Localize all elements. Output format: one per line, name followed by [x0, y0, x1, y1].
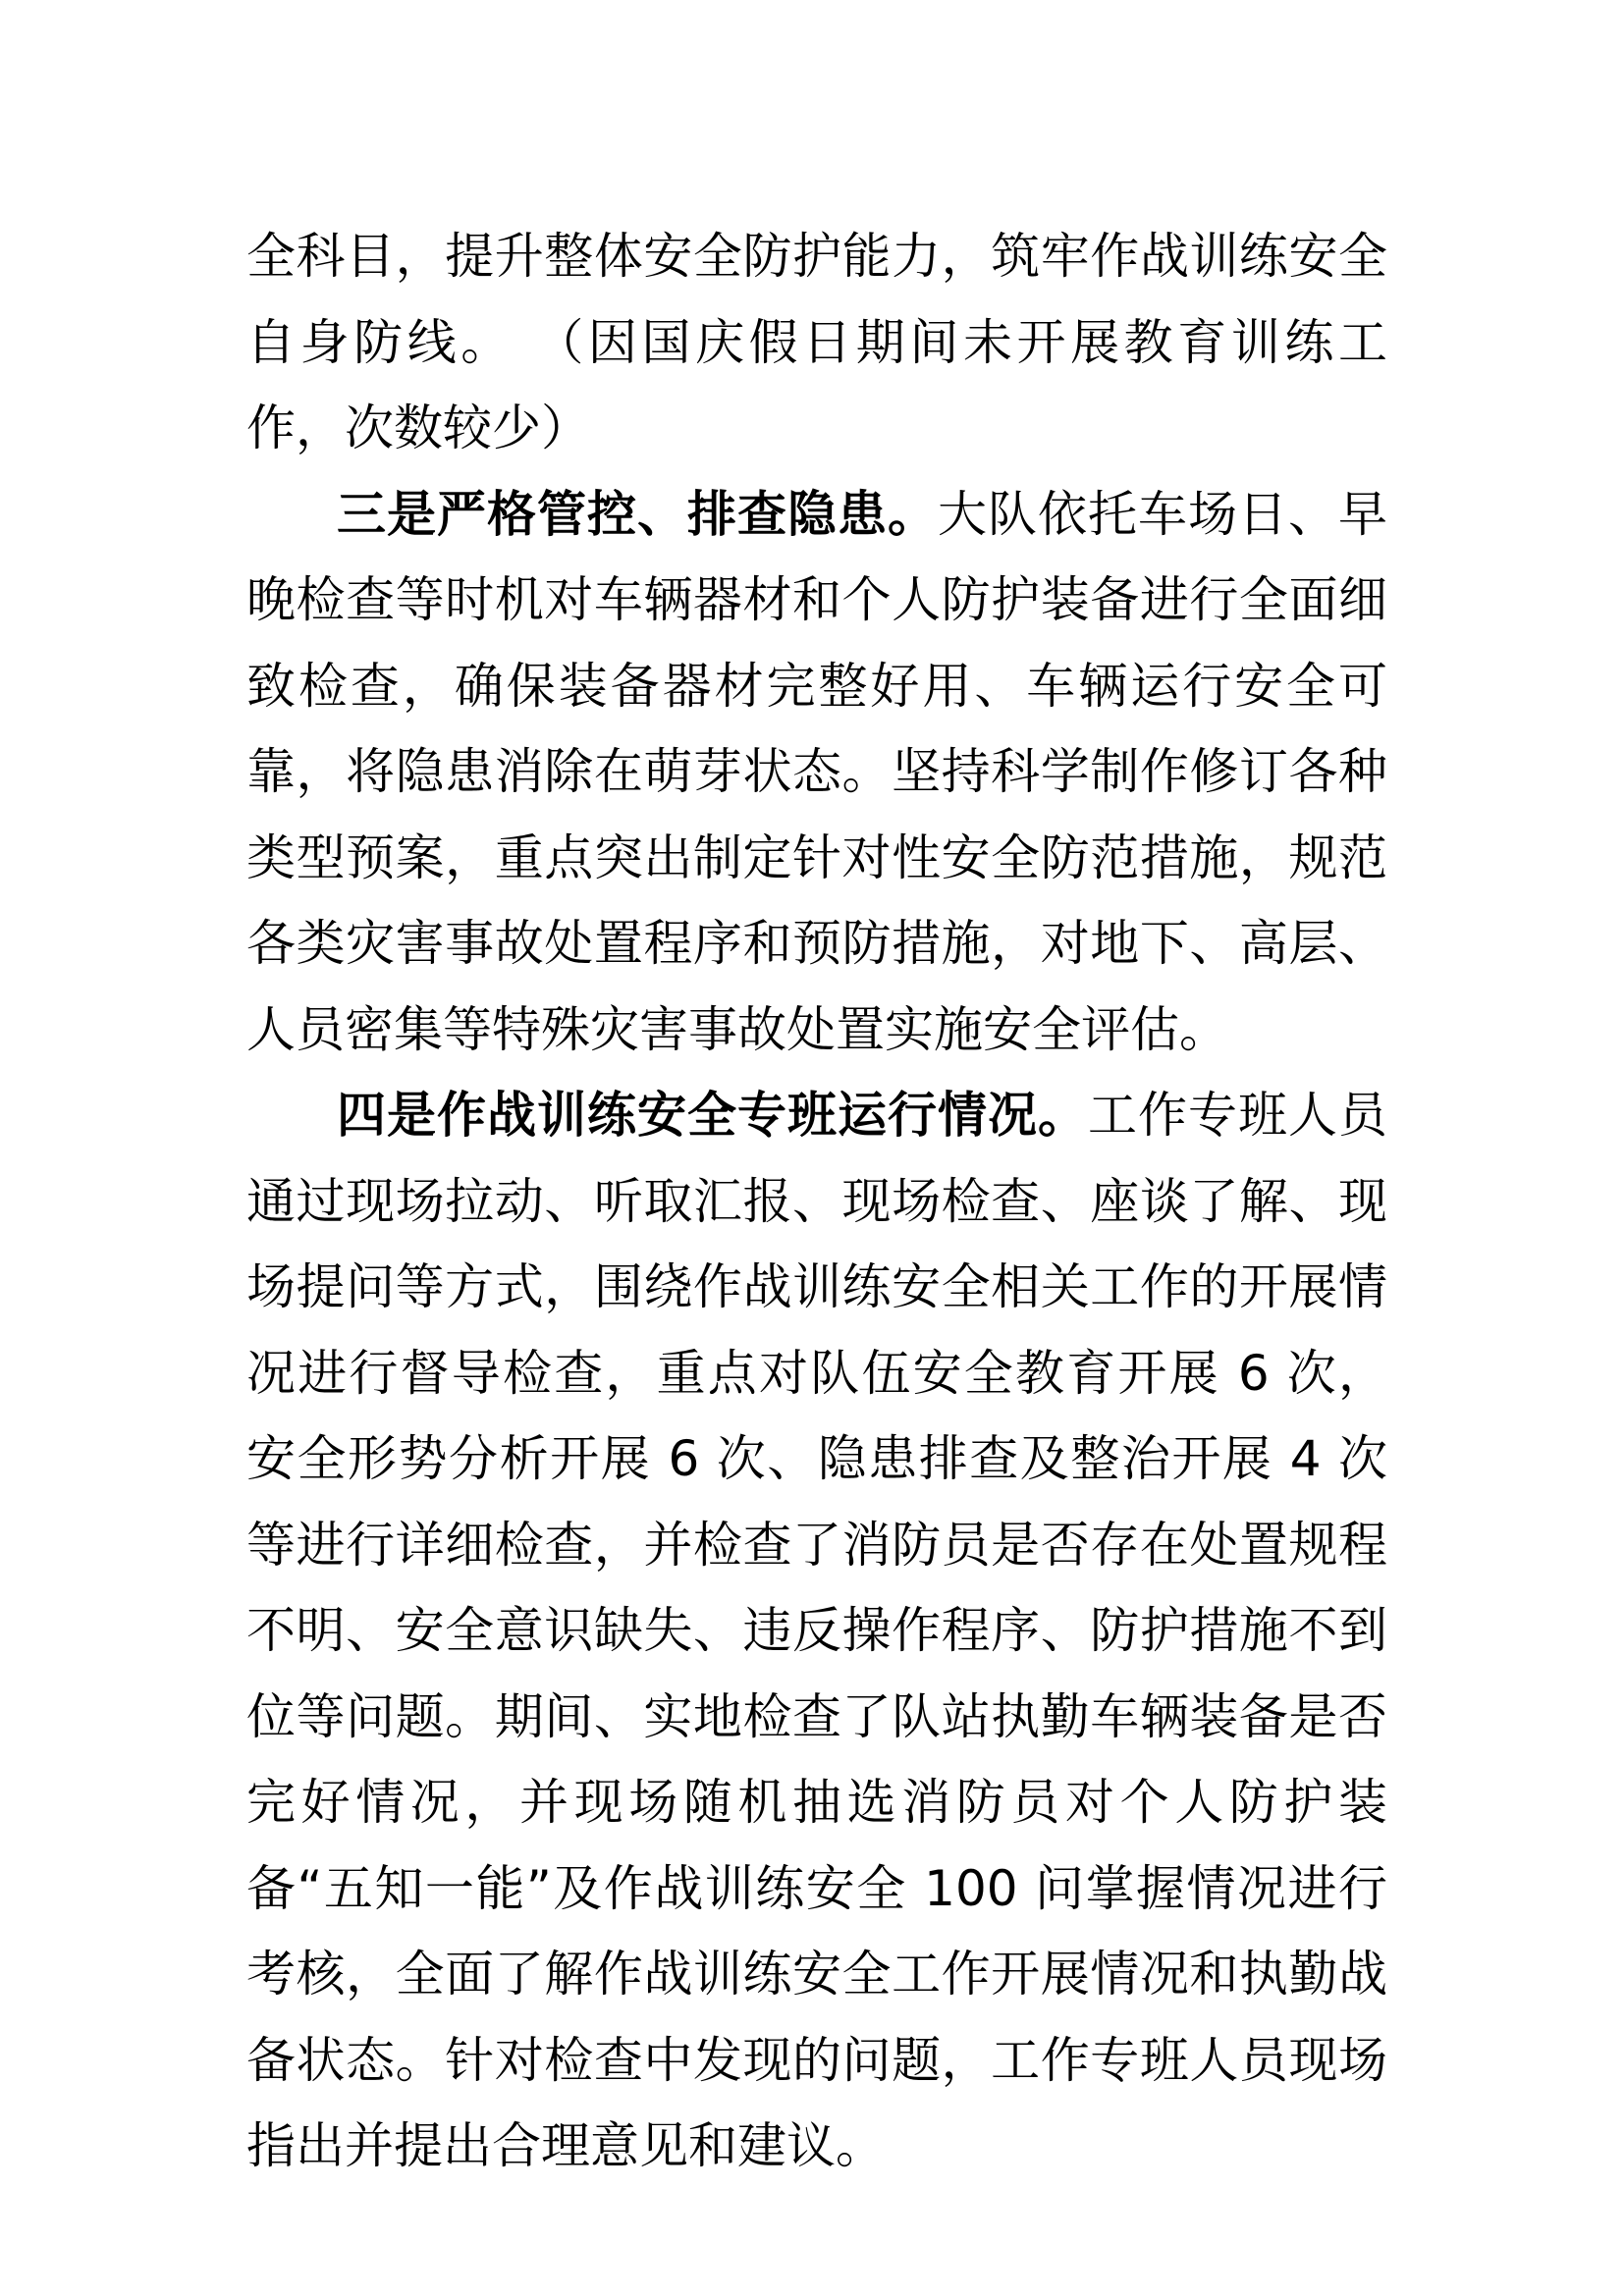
- paragraph-body: 大队依托车场日、早晚检查等时机对车辆器材和个人防护装备进行全面细致检查，确保装备器材完整好用、车辆运行安全可靠，将隐患消除在萌芽状态。坚持科学制作修订各种类型预案，重点突出制定针对性安全防范措施，规范各类灾害事故处置程序和预防措施，对地下、高层、人员密集等特殊灾害事故处置实施安全评估。: [246, 485, 1387, 1058]
- paragraph-body: 工作专班人员通过现场拉动、听取汇报、现场检查、座谈了解、现场提问等方式，围绕作战训练安全相关工作的开展情况进行督导检查，重点对队伍安全教育开展 6 次，安全形势分析开展 6 次、隐患排查及整治开展 4 次等进行详细检查，并检查了消防员是否存在处置规程不明、安全意识缺失、违反操作程序、防护措施不到位等问题。期间、实地检查了队站执勤车辆装备是否完好情况，并现场随机抽选消防员对个人防护装备“五知一能”及作战训练安全 100 问掌握情况进行考核，全面了解作战训练安全工作开展情况和执勤战备状态。针对检查中发现的问题，工作专班人员现场指出并提出合理意见和建议。: [246, 1087, 1387, 2174]
- paragraph-section-three: [246, 472, 1387, 1074]
- section-heading: 三是严格管控、排查隐患。: [337, 485, 938, 543]
- paragraph-body: 全科目，提升整体安全防护能力，筑牢作战训练安全自身防线。 （因国庆假日期间未开展教育训练工作，次数较少）: [246, 228, 1387, 456]
- paragraph-continuation: [246, 214, 1387, 472]
- paragraph-section-four: [246, 1073, 1387, 2190]
- section-heading: 四是作战训练安全专班运行情况。: [337, 1087, 1088, 1144]
- document-page: [246, 214, 1387, 2190]
